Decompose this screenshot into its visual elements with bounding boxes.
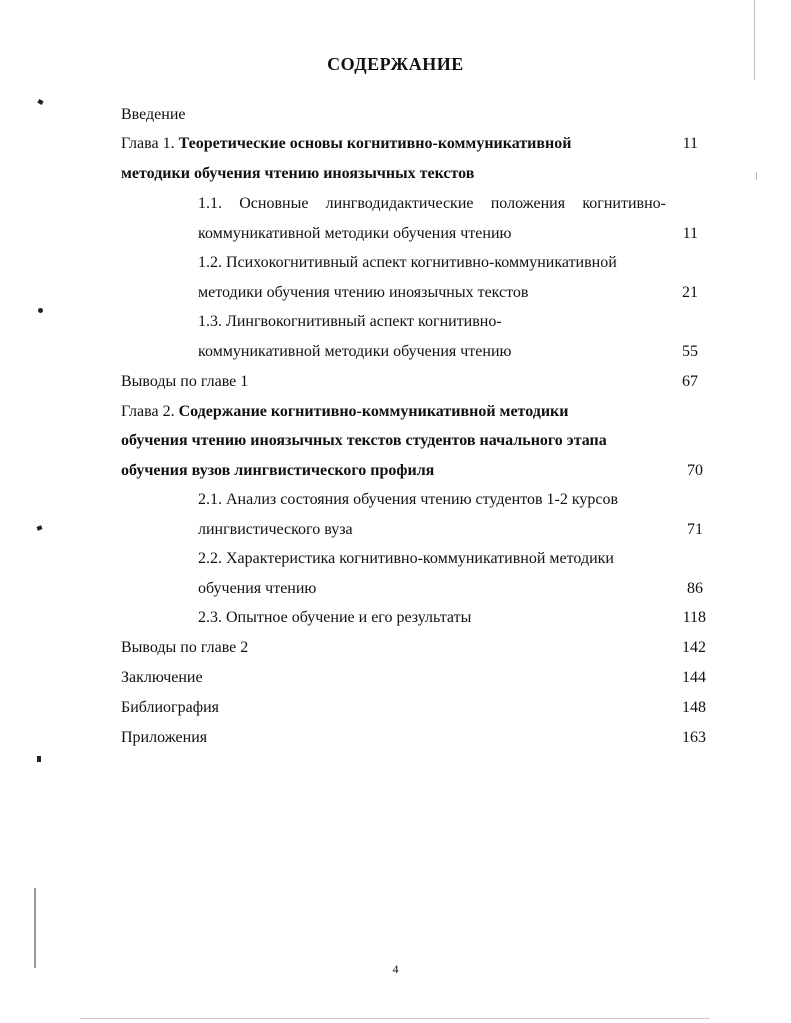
scan-speck bbox=[37, 99, 43, 105]
toc-entry-1-3-line2: коммуникативной методики обучения чтению bbox=[198, 343, 512, 360]
toc-entry-2-2-line1: 2.2. Характеристика когнитивно-коммуникативной методики bbox=[198, 550, 614, 567]
appendices-page: 163 bbox=[682, 729, 706, 746]
toc-entry-1-1-line2: коммуникативной методики обучения чтению bbox=[198, 225, 512, 242]
section-1-2-page: 21 bbox=[682, 284, 698, 301]
toc-entry-2-1-line1: 2.1. Анализ состояния обучения чтению студентов 1-2 курсов bbox=[198, 491, 619, 508]
chapter-2-title-line1: Содержание когнитивно-коммуникативной методики bbox=[178, 403, 569, 420]
section-1-3-page: 55 bbox=[682, 343, 698, 360]
chapter-2-page: 70 bbox=[687, 462, 703, 479]
scan-speck bbox=[36, 525, 42, 530]
toc-entry-2-3: 2.3. Опытное обучение и его результаты bbox=[198, 609, 472, 626]
chapter-1-title-line1: Теоретические основы когнитивно-коммуникативной bbox=[178, 135, 572, 152]
chapter-1-page: 11 bbox=[682, 135, 698, 152]
section-2-1-page: 71 bbox=[687, 521, 703, 538]
conclusions-1-page: 67 bbox=[682, 373, 698, 390]
conclusion-page: 144 bbox=[682, 669, 706, 686]
toc-entry-chapter-1 bbox=[121, 134, 571, 154]
section-2-3-page: 118 bbox=[682, 609, 706, 626]
scan-bottom-line bbox=[80, 1018, 710, 1019]
section-2-2-page: 86 bbox=[687, 580, 703, 597]
chapter-2-prefix: Глава 2. bbox=[121, 403, 179, 420]
toc-entry-1-2-line1: 1.2. Психокогнитивный аспект когнитивно-коммуникативной bbox=[198, 254, 617, 271]
scan-speck bbox=[37, 756, 41, 762]
toc-entry-1-2-line2: методики обучения чтению иноязычных текстов bbox=[198, 284, 529, 301]
scan-speck bbox=[38, 308, 43, 313]
bibliography-page: 148 bbox=[682, 699, 706, 716]
toc-entry-1-1-line1: 1.1. Основные лингводидактические положения когнитивно- bbox=[198, 195, 666, 212]
toc-entry-intro: Введение bbox=[121, 106, 186, 123]
toc-entry-2-2-line2: обучения чтению bbox=[198, 580, 317, 597]
section-1-1-page: 11 bbox=[682, 225, 698, 242]
page-title: СОДЕРЖАНИЕ bbox=[327, 54, 464, 74]
chapter-1-prefix: Глава 1. bbox=[121, 135, 179, 152]
chapter-1-title-line2: методики обучения чтению иноязычных текстов bbox=[121, 165, 475, 182]
scan-edge-line bbox=[754, 0, 755, 80]
toc-entry-conclusion: Заключение bbox=[121, 669, 203, 686]
chapter-2-title-line2: обучения чтению иноязычных текстов студентов начального этапа bbox=[121, 432, 607, 449]
toc-entry-conclusions-1: Выводы по главе 1 bbox=[121, 373, 249, 390]
page-number: 4 bbox=[392, 962, 399, 976]
toc-entry-2-1-line2: лингвистического вуза bbox=[198, 521, 353, 538]
toc-entry-bibliography: Библиография bbox=[121, 699, 219, 716]
scan-edge-noise bbox=[34, 888, 36, 968]
chapter-2-title-line3: обучения вузов лингвистического профиля bbox=[121, 462, 435, 479]
scan-edge-line bbox=[756, 172, 757, 180]
toc-entry-1-3-line1: 1.3. Лингвокогнитивный аспект когнитивно- bbox=[198, 313, 502, 330]
toc-entry-conclusions-2: Выводы по главе 2 bbox=[121, 639, 249, 656]
conclusions-2-page: 142 bbox=[682, 639, 706, 656]
toc-entry-appendices: Приложения bbox=[121, 729, 208, 746]
toc-entry-chapter-2 bbox=[121, 402, 568, 422]
